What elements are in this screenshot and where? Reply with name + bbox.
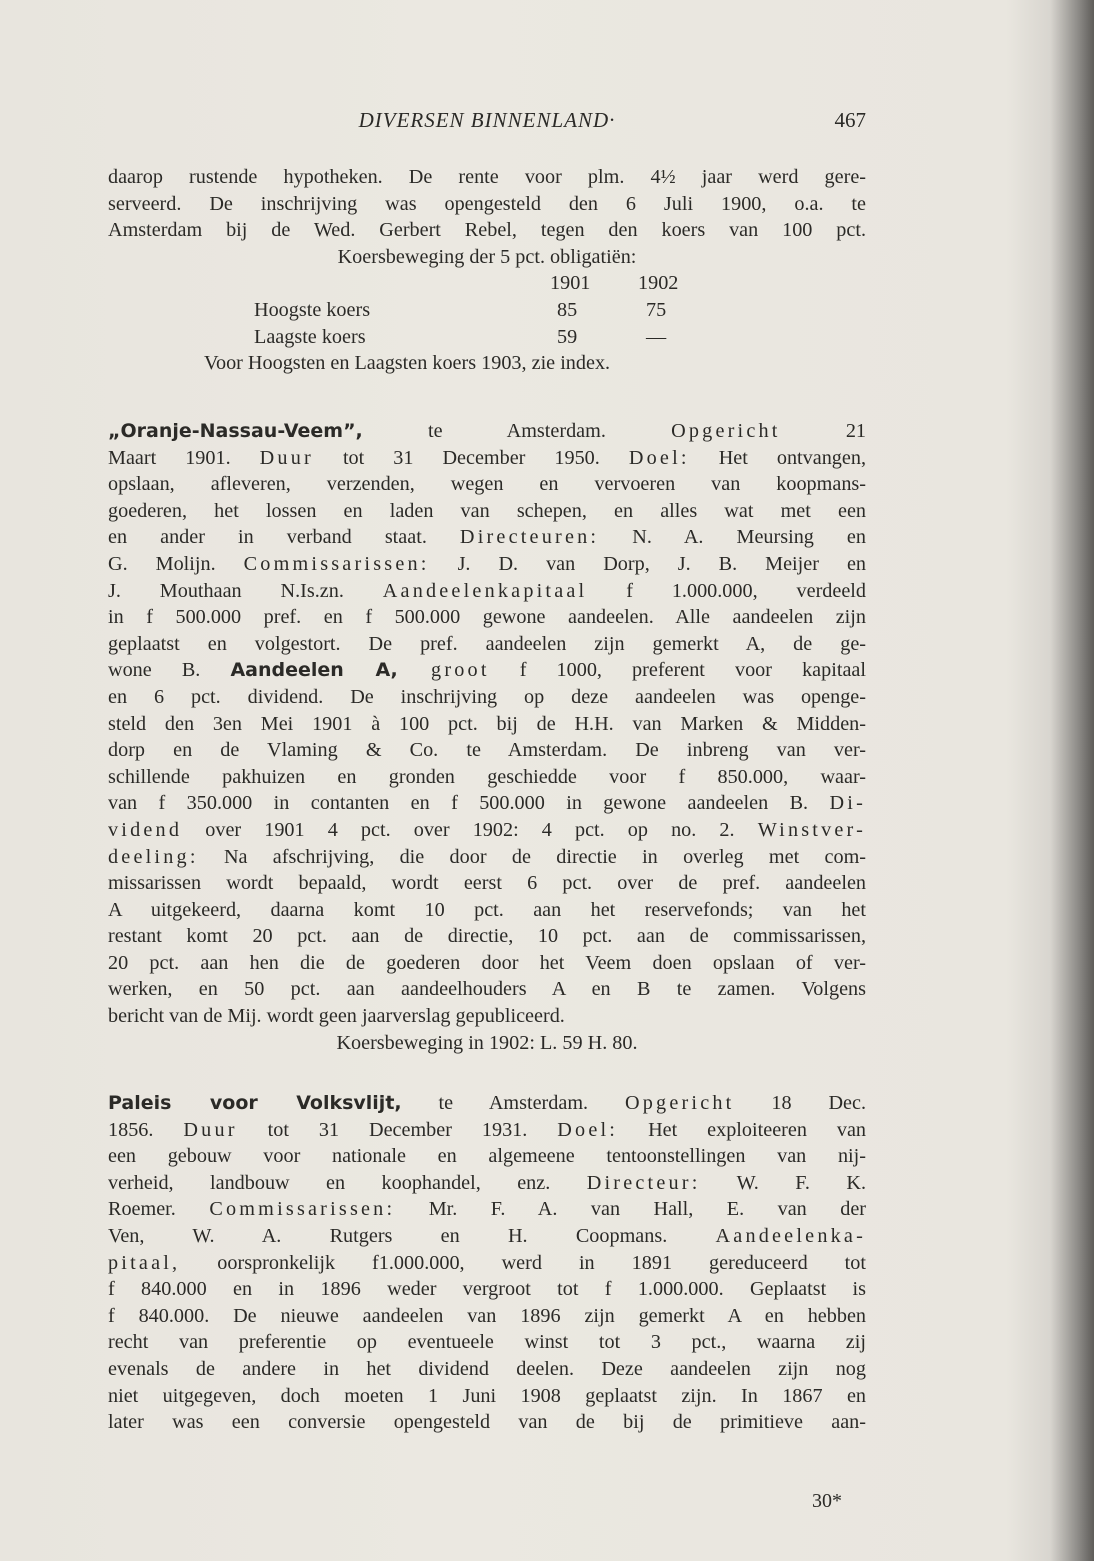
table-row [108,324,866,351]
label-commissarissen: Commissarissen: [209,1198,396,1221]
intro-paragraph [108,164,866,377]
label-opgericht: Opgericht [624,1092,735,1114]
text-line: niet uitgegeven, doch moeten 1 Juni 1908 geplaatst zijn. In 1867 en [108,1384,866,1407]
table-cell: 85 [557,298,578,321]
koers-table [108,270,866,350]
text-line: missarissen wordt bepaald, wordt eerst 6 pct. over de pref. aandeelen [108,872,866,895]
table-cell: — [646,325,667,348]
label-winstverdeeling: Winstver- [757,818,866,841]
text-line: daarop rustende hypotheken. De rente voor plm. 4½ jaar werd gere- [108,166,866,188]
text-line: in f 500.000 pref. en f 500.000 gewone aandeelen. Alle aandeelen zijn [108,606,866,629]
text-line: van f 350.000 in contanten en f 500.000 in gewone aandeelen B. Di- [108,792,866,815]
row-label: Hoogste koers [254,298,371,321]
text-line: J. Mouthaan N.Is.zn. Aandeelenkapitaal f 1.000.000, verdeeld [108,579,867,602]
entry-oranje-nassau-veem [108,418,866,1056]
label-aandeelenkapitaal: Aandeelenkapitaal [382,579,588,602]
text-line: wone B. Aandeelen A, groot f 1000, preferent voor kapitaal [108,659,866,682]
koersbeweging-line: Koersbeweging in 1902: L. 59 H. 80. [336,1031,638,1054]
text-line: een gebouw voor nationale en algemeene tentoonstellingen van nij- [108,1145,866,1168]
text-line: 20 pct. aan hen die de goederen door het Veem doen opslaan of ver- [108,951,866,974]
page-number: 467 [834,108,866,132]
label-directeuren: Directeuren: [459,526,600,549]
text-line: werken, en 50 pct. aan aandeelhouders A en B te zamen. Volgens [108,978,866,1001]
text-line: „Oranje-Nassau-Veem”, te Amsterdam. Opgericht 21 [108,420,866,442]
text-line: restant komt 20 pct. aan de directie, 10 pct. aan de commissarissen, [108,925,866,948]
text-line: recht van preferentie op eventueele winst tot 3 pct., waarna zij [108,1331,866,1354]
label-commissarissen: Commissarissen: [243,552,430,575]
table-cell: 75 [646,298,667,321]
table-title: Koersbeweging der 5 pct. obligatiën: [337,245,637,268]
column-header: 1902 [638,272,679,295]
signature-mark: 30* [812,1490,842,1512]
text-line: en ander in verband staat. Directeuren: N. A. Meursing en [108,526,866,549]
text-line: G. Molijn. Commissarissen: J. D. van Dorp, J. B. Meijer en [108,552,866,575]
text-line: geplaatst en volgestort. De pref. aandeelen zijn gemerkt A, de ge- [108,632,866,655]
label-directeur: Directeur: [586,1171,701,1194]
label-doel: Doel: [628,446,690,469]
running-title: DIVERSEN BINNENLAND· [358,108,616,132]
text-line: later was een conversie opengesteld van de bij de primitieve aan- [108,1411,866,1434]
text-line: en 6 pct. dividend. De inschrijving op deze aandeelen was openge- [108,685,866,708]
entry-paleis-voor-volksvlijt [108,1090,866,1436]
index-note: Voor Hoogsten en Laagsten koers 1903, zie index. [204,352,611,375]
label-duur: Duur [183,1118,238,1141]
label-doel: Doel: [557,1118,619,1141]
text-line: bericht van de Mij. wordt geen jaarverslag gepubliceerd. [108,1005,565,1028]
text-line: vidend over 1901 4 pct. over 1902: 4 pct. op no. 2. Winstver- [108,818,866,841]
entry-name: Paleis voor Volksvlijt, [108,1092,402,1114]
text-line: Maart 1901. Duur tot 31 December 1950. Doel: Het ontvangen, [108,446,867,469]
text-line: serveerd. De inschrijving was opengesteld den 6 Juli 1900, o.a. te [108,192,866,215]
label-aandeelenkapitaal: Aandeelenka- [715,1224,866,1247]
subheading-aandeelen-a: Aandeelen A, [230,659,398,682]
text-line: Amsterdam bij de Wed. Gerbert Rebel, tegen den koers van 100 pct. [108,219,866,242]
table-row [108,297,866,324]
text-line: Paleis voor Volksvlijt, te Amsterdam. Opgericht 18 Dec. [108,1092,867,1114]
text-line: schillende pakhuizen en gronden geschiedde voor f 850.000, waar- [108,765,866,788]
text-line: steld den 3en Mei 1901 à 100 pct. bij de H.H. van Marken & Midden- [108,712,866,735]
table-header-row [108,270,866,297]
text-line: goederen, het lossen en laden van schepen, en alles wat met een [108,499,866,522]
text-line: f 840.000. De nieuwe aandeelen van 1896 zijn gemerkt A en hebben [108,1304,866,1327]
label-duur: Duur [259,446,314,469]
text-line: opslaan, afleveren, verzenden, wegen en vervoeren van koopmans- [108,473,866,496]
text-line: Roemer. Commissarissen: Mr. F. A. van Hall, E. van der [108,1198,866,1221]
row-label: Laagste koers [254,325,366,348]
text-line: A uitgekeerd, daarna komt 10 pct. aan het reservefonds; van het [108,898,866,921]
text-line: 1856. Duur tot 31 December 1931. Doel: Het exploiteeren van [108,1118,867,1141]
text-line: pitaal, oorspronkelijk f1.000.000, werd in 1891 gereduceerd tot [108,1251,866,1274]
text-line: dorp en de Vlaming & Co. te Amsterdam. De inbreng van ver- [108,739,866,762]
text-line: Ven, W. A. Rutgers en H. Coopmans. Aandeelenka- [108,1224,866,1247]
label-opgericht: Opgericht [671,420,781,442]
entry-name: „Oranje-Nassau-Veem”, [108,420,363,442]
text-line: f 840.000 en in 1896 weder vergroot tot f 1.000.000. Geplaatst is [108,1278,866,1301]
column-header: 1901 [550,272,591,295]
table-cell: 59 [557,325,578,348]
text-line: evenals de andere in het dividend deelen. Deze aandeelen zijn nog [108,1357,866,1380]
label-dividend: Di- [829,792,866,815]
text-line: deeling: Na afschrijving, die door de directie in overleg met com- [108,845,866,868]
running-head [108,104,866,140]
text-line: verheid, landbouw en koophandel, enz. Directeur: W. F. K. [108,1171,866,1194]
